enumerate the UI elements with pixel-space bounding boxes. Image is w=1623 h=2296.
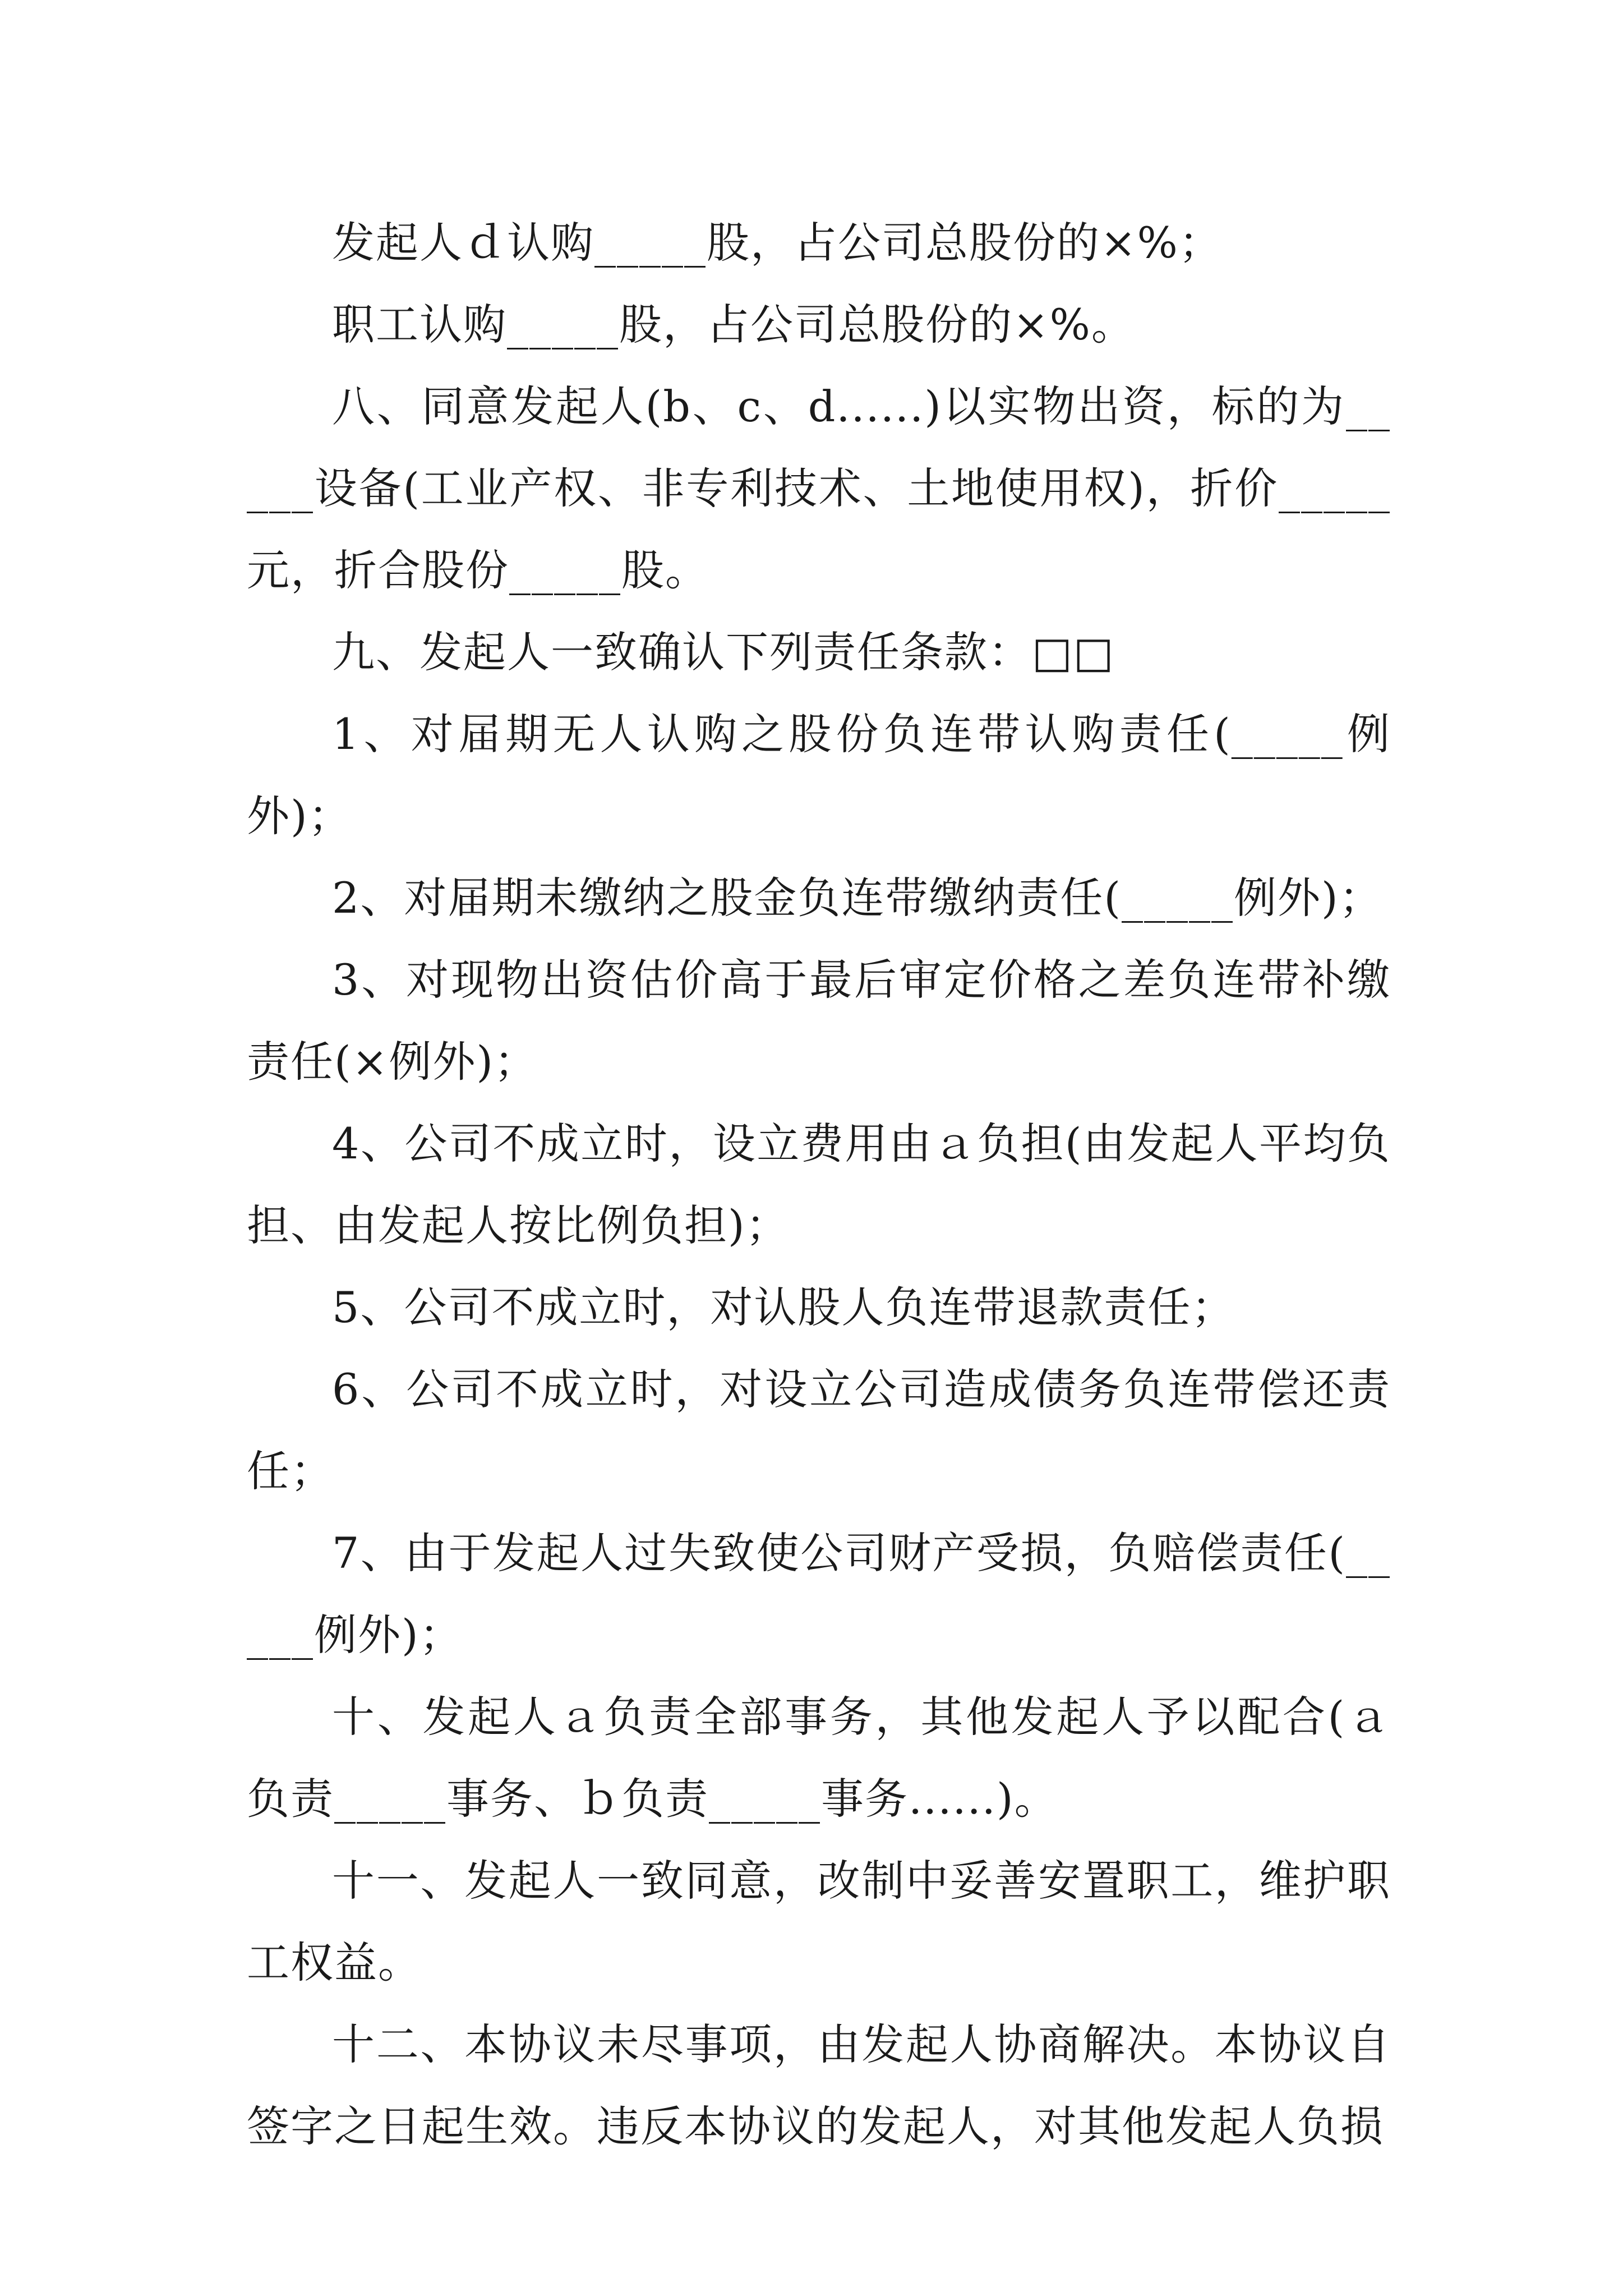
paragraph-liability-4: 4、公司不成立时，设立费用由ａ负担(由发起人平均负担、由发起人按比例负担)；: [247, 1119, 1391, 1250]
paragraph-employee-subscription: 职工认购_____股，占公司总股份的×%。: [332, 300, 1135, 349]
paragraph-clause-9: 九、发起人一致确认下列责任条款：□□: [332, 627, 1115, 677]
paragraph-liability-3: 3、对现物出资估价高于最后审定价格之差负连带补缴责任(×例外)；: [247, 955, 1391, 1087]
paragraph-liability-7: 7、由于发起人过失致使公司财产受损，负赔偿责任(_____例外)；: [247, 1528, 1391, 1660]
paragraph-clause-8: 八、同意发起人(b、c、d......)以实物出资，标的为_____设备(工业产权、非专利技术、土地使用权)，折价_____元，折合股份_____股。: [247, 381, 1391, 595]
paragraph-liability-6: 6、公司不成立时，对设立公司造成债务负连带偿还责任；: [247, 1364, 1391, 1496]
paragraph-liability-2: 2、对届期未缴纳之股金负连带缴纳责任(_____例外)；: [332, 873, 1383, 923]
document-body: [247, 202, 1391, 2168]
paragraph-clause-10: 十、发起人ａ负责全部事务，其他发起人予以配合(ａ负责_____事务、ｂ负责_____事务......)。: [247, 1692, 1391, 1824]
paragraph-liability-5: 5、公司不成立时，对认股人负连带退款责任；: [332, 1282, 1235, 1332]
paragraph-clause-11: 十一、发起人一致同意，改制中妥善安置职工，维护职工权益。: [247, 1856, 1391, 1987]
paragraph-clause-12: 十二、本协议未尽事项，由发起人协商解决。本协议自签字之日起生效。违反本协议的发起人，对其他发起人负损: [247, 2019, 1391, 2151]
paragraph-liability-1: 1、对届期无人认购之股份负连带认购责任(_____例外)；: [247, 709, 1391, 841]
paragraph-subscriber-d: 发起人ｄ认购_____股，占公司总股份的×%；: [332, 218, 1223, 268]
